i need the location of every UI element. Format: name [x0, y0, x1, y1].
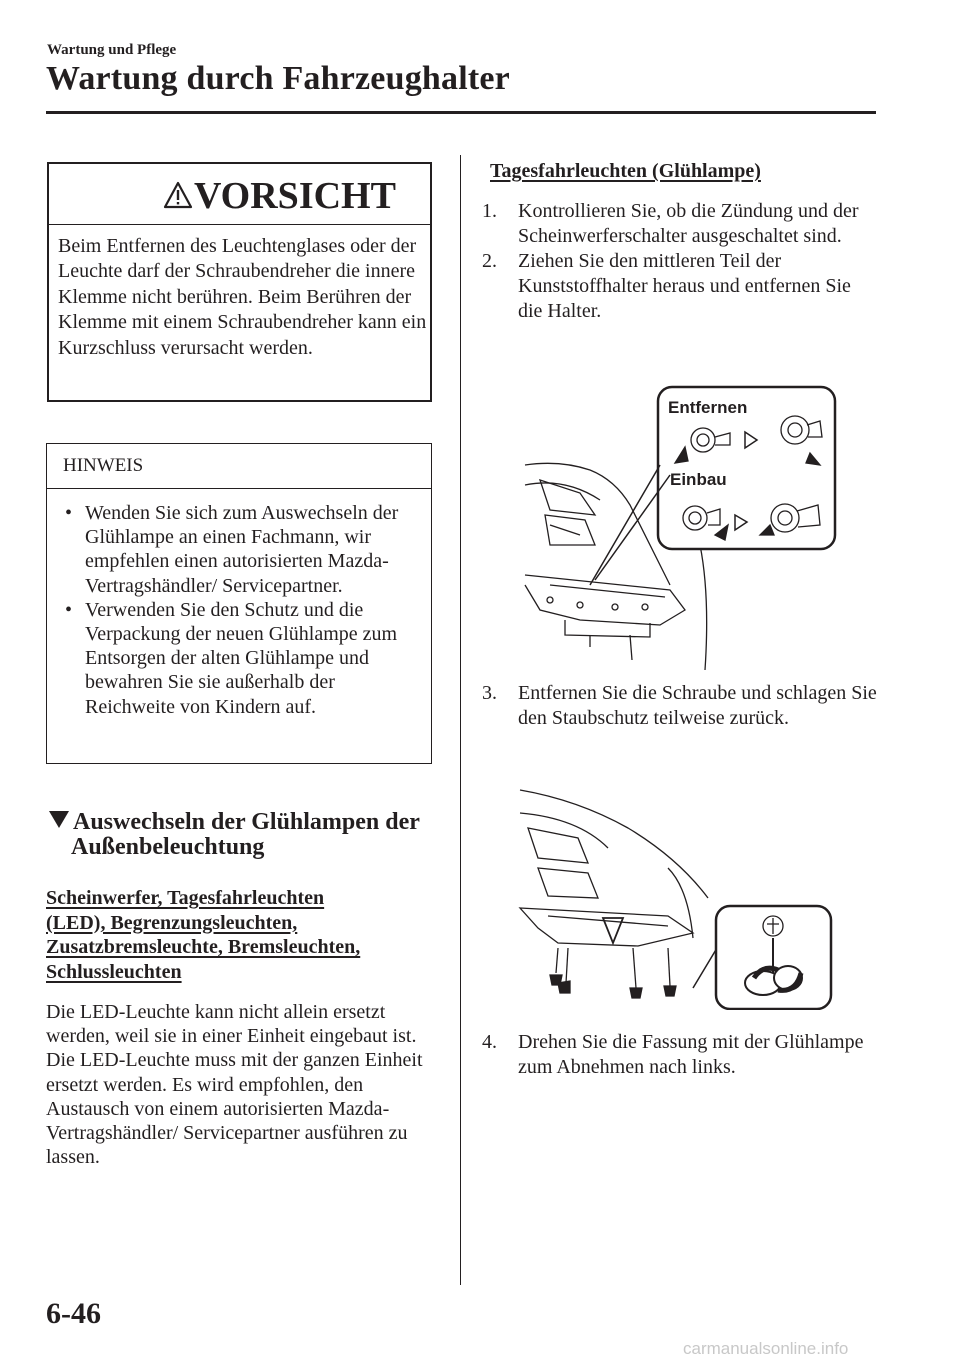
note-title: HINWEIS: [63, 455, 144, 476]
steps-list: [482, 199, 877, 324]
column-divider: [460, 155, 461, 1285]
caution-text: Beim Entfernen des Leuchtenglases oder der Leuchte darf der Schraubendreher die innere Klemme nicht berühren. Beim Berühren der Klemme mit einem Schraubendreher kann ein Kurzschluss verursacht werden.: [58, 235, 427, 359]
note-item: • Verwenden Sie den Schutz und die Verpackung der neuen Glühlampe zum Entsorgen der alten Glühlampe und bewahren Sie sie außerhalb der Reichweite von Kindern auf.: [65, 598, 398, 718]
bullet: •: [65, 598, 73, 621]
caution-title: VORSICHT: [194, 175, 396, 217]
note-header: [47, 444, 431, 489]
caution-box: [47, 162, 432, 402]
warning-triangle-icon: [163, 181, 193, 209]
figure-retainer-clips: [520, 385, 838, 675]
step-item: 4. Drehen Sie die Fassung mit der Glühlampe zum Abnehmen nach links.: [482, 1031, 864, 1078]
figure-label-remove: Entfernen: [668, 398, 748, 417]
note-list: [61, 501, 426, 719]
step-item: 1. Kontrollieren Sie, ob die Zündung und der Scheinwerferschalter ausgeschaltet sind.: [482, 200, 859, 247]
note-box: [46, 443, 432, 764]
section-title: Auswechseln der Glühlampen der Außenbeleuchtung: [49, 810, 439, 860]
step-item: 3. Entfernen Sie die Schraube und schlagen Sie den Staubschutz teilweise zurück.: [482, 682, 877, 729]
steps-list: [482, 1030, 877, 1080]
screw-icon: [550, 948, 676, 998]
note-item: • Wenden Sie sich zum Auswechseln der Glühlampe an einen Fachmann, wir empfehlen einen autorisierten Mazda-Vertragshändler/ Servicepartner.: [65, 502, 399, 597]
figure-screw-removal: [518, 788, 834, 1010]
page-title: Wartung durch Fahrzeughalter: [46, 60, 510, 97]
step-item: 2. Ziehen Sie den mittleren Teil der Kunststoffhalter heraus und entfernen Sie die Halter.: [482, 250, 851, 322]
figure-label-install: Einbau: [670, 470, 727, 489]
triangle-marker-icon: [49, 811, 69, 828]
header-rule: [46, 111, 876, 114]
section-header: Wartung und Pflege: [47, 42, 177, 58]
watermark: carmanualsonline.info: [683, 1339, 849, 1358]
bullet: •: [65, 502, 73, 524]
caution-header: [49, 164, 430, 225]
page-number: 6-46: [46, 1297, 101, 1330]
steps-list: [482, 681, 877, 731]
led-paragraph: Die LED-Leuchte kann nicht allein ersetzt werden, weil sie in einer Einheit eingebaut ist. Die LED-Leuchte muss mit der ganzen Einheit ersetzt werden. Es wird empfohlen, den Austausch von einem autorisierten Mazda-Vertragshändler/ Servicepartner ausführen zu lassen.: [46, 1001, 423, 1169]
subsection-title: Scheinwerfer, Tagesfahrleuchten (LED), Begrenzungsleuchten, Zusatzbremsleuchte, Bremsleuchten, Schlussleuchten: [46, 887, 361, 983]
bumper-illustration: [520, 790, 708, 946]
subsection-title-drl: Tagesfahrleuchten (Glühlampe): [490, 160, 761, 182]
